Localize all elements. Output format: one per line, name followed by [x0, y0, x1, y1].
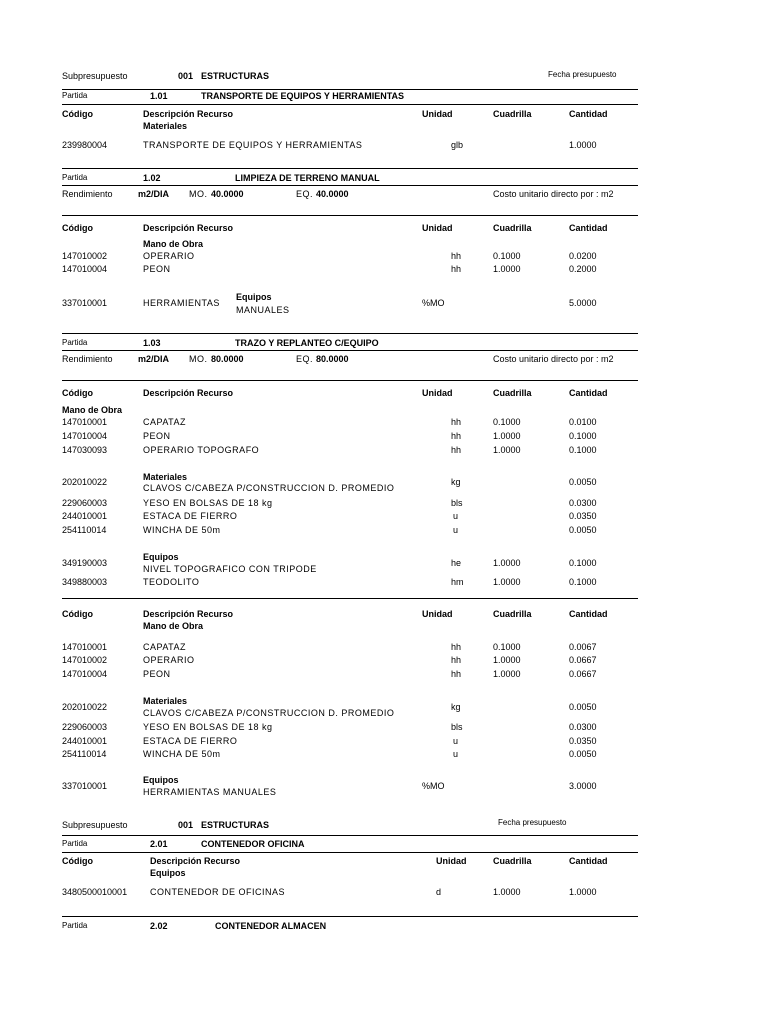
row-desc: PEON — [143, 669, 171, 679]
partida-label: Partida — [62, 839, 88, 848]
row-code: 147010004 — [62, 669, 108, 679]
costo-unitario-label: Costo unitario directo por : m2 — [493, 354, 614, 364]
subpresupuesto-label: Subpresupuesto — [62, 820, 128, 830]
row-cantidad: 0.1000 — [569, 558, 597, 568]
costo-unitario-label: Costo unitario directo por : m2 — [493, 189, 614, 199]
row-code: 244010001 — [62, 736, 108, 746]
row-code: 229060003 — [62, 498, 108, 508]
row-cantidad: 0.2000 — [569, 264, 597, 274]
group-label: Equipos — [236, 292, 272, 302]
col-cantidad: Cantidad — [569, 388, 608, 398]
col-codigo: Código — [62, 856, 93, 866]
col-cuadrilla: Cuadrilla — [493, 109, 532, 119]
row-unit: d — [436, 887, 442, 897]
row-cuadrilla: 1.0000 — [493, 669, 521, 679]
mo-value: 40.0000 — [211, 189, 244, 199]
row-code: 337010001 — [62, 298, 108, 308]
row-unit: u — [453, 525, 459, 535]
group-label: Equipos — [150, 868, 186, 878]
col-descripcion: Descripción Recurso — [143, 609, 234, 619]
row-code: 229060003 — [62, 722, 108, 732]
row-desc: OPERARIO TOPOGRAFO — [143, 445, 260, 455]
partida-name: CONTENEDOR ALMACEN — [215, 921, 327, 931]
row-cantidad: 0.1000 — [569, 445, 597, 455]
divider — [62, 333, 638, 334]
row-code: 3480500010001 — [62, 887, 128, 897]
partida-number: 2.01 — [150, 839, 168, 849]
row-desc: HERRAMIENTAS — [143, 298, 220, 308]
col-codigo: Código — [62, 388, 93, 398]
col-cuadrilla: Cuadrilla — [493, 856, 532, 866]
row-cuadrilla: 1.0000 — [493, 445, 521, 455]
row-cuadrilla: 0.1000 — [493, 251, 521, 261]
divider — [62, 852, 638, 853]
row-desc: CAPATAZ — [143, 642, 187, 652]
row-code: 239980004 — [62, 140, 108, 150]
col-cantidad: Cantidad — [569, 609, 608, 619]
divider — [62, 104, 638, 105]
row-cantidad: 0.1000 — [569, 431, 597, 441]
group-label: Equipos — [143, 775, 179, 785]
eq-label: EQ. — [296, 354, 314, 364]
partida-name: LIMPIEZA DE TERRENO MANUAL — [235, 173, 380, 183]
row-cantidad: 0.0050 — [569, 525, 597, 535]
row-cuadrilla: 1.0000 — [493, 558, 521, 568]
partida-number: 1.03 — [143, 338, 161, 348]
row-unit: bls — [451, 722, 463, 732]
partida-number: 1.02 — [143, 173, 161, 183]
subpresupuesto-name: ESTRUCTURAS — [201, 71, 270, 81]
row-code: 254110014 — [62, 749, 107, 759]
row-code: 147010001 — [62, 417, 108, 427]
group-label: Equipos — [143, 552, 179, 562]
rendimiento-label: Rendimiento — [62, 354, 113, 364]
row-desc: TEODOLITO — [143, 577, 200, 587]
divider — [62, 380, 638, 381]
divider — [62, 350, 638, 351]
row-cantidad: 0.0050 — [569, 477, 597, 487]
row-cantidad: 0.0100 — [569, 417, 597, 427]
eq-value: 80.0000 — [316, 354, 349, 364]
row-unit: %MO — [422, 781, 445, 791]
col-cuadrilla: Cuadrilla — [493, 223, 532, 233]
row-cantidad: 0.0050 — [569, 702, 597, 712]
fecha-presupuesto-label: Fecha presupuesto — [548, 70, 617, 79]
eq-label: EQ. — [296, 189, 314, 199]
row-cantidad: 0.0350 — [569, 736, 597, 746]
row-code: 244010001 — [62, 511, 108, 521]
row-cuadrilla: 0.1000 — [493, 417, 521, 427]
col-unidad: Unidad — [422, 609, 453, 619]
row-cantidad: 0.1000 — [569, 577, 597, 587]
row-cantidad: 5.0000 — [569, 298, 597, 308]
row-unit: u — [453, 511, 459, 521]
partida-label: Partida — [62, 173, 88, 182]
row-code: 349880003 — [62, 577, 108, 587]
row-cuadrilla: 1.0000 — [493, 577, 521, 587]
row-desc: WINCHA DE 50m — [143, 525, 221, 535]
partida-number: 1.01 — [150, 91, 168, 101]
row-unit: hh — [451, 264, 462, 274]
col-unidad: Unidad — [422, 223, 453, 233]
partida-name: CONTENEDOR OFICINA — [201, 839, 305, 849]
row-desc: ESTACA DE FIERRO — [143, 736, 238, 746]
row-code: 337010001 — [62, 781, 108, 791]
col-cantidad: Cantidad — [569, 223, 608, 233]
row-cuadrilla: 1.0000 — [493, 264, 521, 274]
row-code: 254110014 — [62, 525, 107, 535]
group-label: Materiales — [143, 472, 188, 482]
row-unit: kg — [451, 477, 461, 487]
col-descripcion: Descripción Recurso — [143, 223, 234, 233]
row-desc: CONTENEDOR DE OFICINAS — [150, 887, 286, 897]
row-desc: WINCHA DE 50m — [143, 749, 221, 759]
fecha-presupuesto-label: Fecha presupuesto — [498, 818, 567, 827]
subpresupuesto-label: Subpresupuesto — [62, 71, 128, 81]
mo-label: MO. — [189, 354, 208, 364]
row-code: 147010002 — [62, 655, 108, 665]
divider — [62, 185, 638, 186]
divider — [62, 598, 638, 599]
group-label: Mano de Obra — [143, 239, 204, 249]
row-cuadrilla: 1.0000 — [493, 655, 521, 665]
row-desc: CAPATAZ — [143, 417, 187, 427]
divider — [62, 168, 638, 169]
row-cantidad: 0.0350 — [569, 511, 597, 521]
row-unit: kg — [451, 702, 461, 712]
partida-label: Partida — [62, 91, 88, 100]
col-cuadrilla: Cuadrilla — [493, 609, 532, 619]
partida-label: Partida — [62, 921, 88, 930]
row-cantidad: 0.0667 — [569, 669, 597, 679]
row-code: 349190003 — [62, 558, 108, 568]
divider — [62, 215, 638, 216]
row-desc: ESTACA DE FIERRO — [143, 511, 238, 521]
row-code: 202010022 — [62, 702, 108, 712]
partida-number: 2.02 — [150, 921, 168, 931]
row-code: 147010004 — [62, 431, 108, 441]
mo-value: 80.0000 — [211, 354, 244, 364]
row-cantidad: 0.0050 — [569, 749, 597, 759]
col-cuadrilla: Cuadrilla — [493, 388, 532, 398]
group-label: Mano de Obra — [62, 405, 123, 415]
row-cantidad: 1.0000 — [569, 140, 597, 150]
partida-label: Partida — [62, 338, 88, 347]
col-unidad: Unidad — [422, 388, 453, 398]
row-unit: u — [453, 736, 459, 746]
eq-value: 40.0000 — [316, 189, 349, 199]
divider — [62, 916, 638, 917]
row-desc: PEON — [143, 264, 171, 274]
row-unit: hh — [451, 669, 462, 679]
row-cantidad: 0.0200 — [569, 251, 597, 261]
row-desc: OPERARIO — [143, 251, 195, 261]
rendimiento-unit: m2/DIA — [138, 189, 170, 199]
subpresupuesto-code: 001 — [178, 71, 194, 81]
row-code: 147010001 — [62, 642, 108, 652]
row-cantidad: 0.0667 — [569, 655, 597, 665]
row-unit: %MO — [422, 298, 445, 308]
row-code: 147030093 — [62, 445, 108, 455]
rendimiento-unit: m2/DIA — [138, 354, 170, 364]
row-unit: bls — [451, 498, 463, 508]
partida-name: TRANSPORTE DE EQUIPOS Y HERRAMIENTAS — [201, 91, 405, 101]
row-desc: TRANSPORTE DE EQUIPOS Y HERRAMIENTAS — [143, 140, 363, 150]
row-desc-2: MANUALES — [236, 305, 290, 315]
divider — [62, 89, 638, 90]
mo-label: MO. — [189, 189, 208, 199]
row-cantidad: 0.0300 — [569, 722, 597, 732]
row-unit: hh — [451, 417, 462, 427]
col-codigo: Código — [62, 223, 93, 233]
row-cuadrilla: 1.0000 — [493, 431, 521, 441]
row-unit: hh — [451, 655, 462, 665]
row-desc: OPERARIO — [143, 655, 195, 665]
col-unidad: Unidad — [436, 856, 467, 866]
row-unit: glb — [451, 140, 464, 150]
rendimiento-label: Rendimiento — [62, 189, 113, 199]
row-cantidad: 3.0000 — [569, 781, 597, 791]
col-descripcion: Descripción Recurso — [150, 856, 241, 866]
row-unit: hh — [451, 642, 462, 652]
row-desc: PEON — [143, 431, 171, 441]
row-unit: he — [451, 558, 462, 568]
row-cantidad: 0.0067 — [569, 642, 597, 652]
col-unidad: Unidad — [422, 109, 453, 119]
row-cantidad: 1.0000 — [569, 887, 597, 897]
row-desc: NIVEL TOPOGRAFICO CON TRIPODE — [143, 564, 317, 574]
row-desc: YESO EN BOLSAS DE 18 kg — [143, 722, 273, 732]
group-label: Materiales — [143, 696, 188, 706]
row-desc: CLAVOS C/CABEZA P/CONSTRUCCION D. PROMEDIO — [143, 483, 395, 493]
col-cantidad: Cantidad — [569, 109, 608, 119]
row-code: 147010002 — [62, 251, 108, 261]
row-unit: hm — [451, 577, 464, 587]
col-descripcion: Descripción Recurso — [143, 109, 234, 119]
row-unit: hh — [451, 251, 462, 261]
col-codigo: Código — [62, 609, 93, 619]
row-unit: hh — [451, 445, 462, 455]
row-code: 147010004 — [62, 264, 108, 274]
col-cantidad: Cantidad — [569, 856, 608, 866]
subpresupuesto-name: ESTRUCTURAS — [201, 820, 270, 830]
group-label: Materiales — [143, 121, 188, 131]
row-desc: YESO EN BOLSAS DE 18 kg — [143, 498, 273, 508]
subpresupuesto-code: 001 — [178, 820, 194, 830]
row-desc: HERRAMIENTAS MANUALES — [143, 787, 277, 797]
row-cantidad: 0.0300 — [569, 498, 597, 508]
row-cuadrilla: 1.0000 — [493, 887, 521, 897]
row-cuadrilla: 0.1000 — [493, 642, 521, 652]
group-label: Mano de Obra — [143, 621, 204, 631]
col-codigo: Código — [62, 109, 93, 119]
row-unit: u — [453, 749, 459, 759]
row-desc: CLAVOS C/CABEZA P/CONSTRUCCION D. PROMEDIO — [143, 708, 395, 718]
col-descripcion: Descripción Recurso — [143, 388, 234, 398]
divider — [62, 835, 638, 836]
row-code: 202010022 — [62, 477, 108, 487]
row-unit: hh — [451, 431, 462, 441]
partida-name: TRAZO Y REPLANTEO C/EQUIPO — [235, 338, 379, 348]
